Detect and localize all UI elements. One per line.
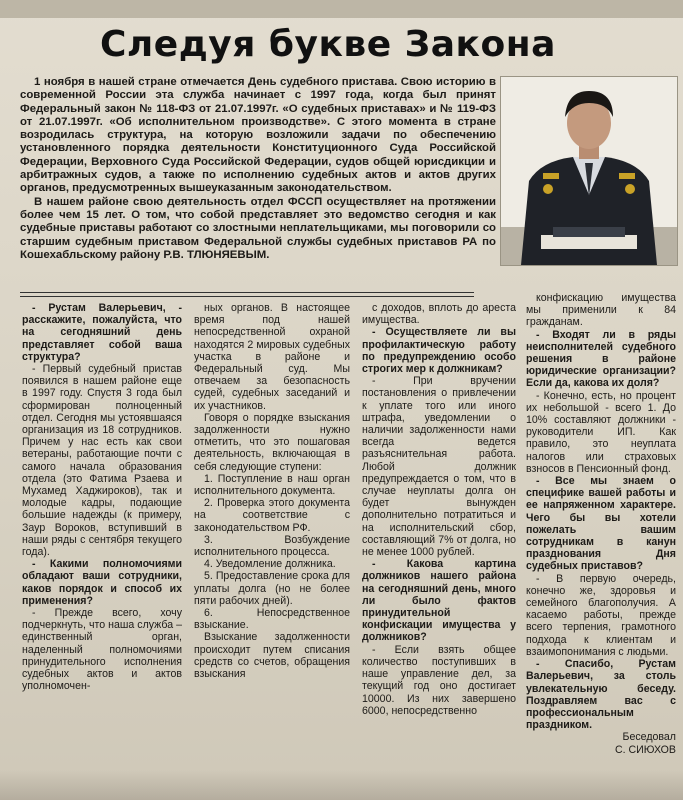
article-list-item: 2. Проверка этого документа на соответствие с законодательством РФ.: [194, 497, 350, 534]
interview-answer: - Если взять общее количество поступивших в наше управление дел, за текущий год оно достигает 10000. Из них завершено 6000, непосредственно: [362, 643, 516, 717]
interview-question: - Входят ли в ряды неисполнителей судебного решения в районе юридические организации? Если да, какова их доля?: [526, 328, 676, 390]
article-list-item: 6. Непосредственное взыскание.: [194, 607, 350, 632]
article-paragraph: Говоря о порядке взыскания задолженности нужно отметить, что это пошаговая деятельность, включающая в себя следующие ступени:: [194, 411, 350, 473]
author-name: С. СИЮХОВ: [614, 743, 676, 756]
article-list-item: 4. Уведомление должника.: [204, 558, 336, 571]
portrait-photo-icon: [500, 76, 678, 266]
intro-paragraph: В нашем районе свою деятельность отдел ФССП осуществляет на протяжении более чем 15 лет. О том, что собой представляет это ведомство сегодня и как судебные приставы работают со злостными неплательщиками, мы поговорили со старшим судебным приставом Федеральной службы судебных приставов РА по Кошехабльскому району Р.В. ТЛЮНЯЕВЫМ.: [20, 195, 496, 261]
portrait-illustration: [501, 77, 677, 265]
interview-answer: - В первую очередь, конечно же, здоровья и семейного благополучия. А касаемо работы, прежде всего терпения, грамотного подхода к клиентам и взаимопонимания с людьми.: [526, 572, 676, 658]
article-list-item: 1. Поступление в наш орган исполнительного документа.: [194, 472, 350, 498]
article-headline: Следуя букве Закона: [100, 24, 556, 65]
article-column-2: [194, 302, 350, 772]
article-paragraph: Взыскание задолженности происходит путем списания средств со счетов, обращения взыскания: [194, 631, 350, 681]
page-shadow: [0, 770, 683, 800]
interview-answer: - Конечно, есть, но процент их небольшой - всего 1. До 10% составляют должники - руководители ИП. Как правило, это неуплата налогов или страховых взносов в Пенсионный фонд.: [526, 389, 676, 475]
article-list-item: 5. Предоставление срока для уплаты долга (но не более пяти рабочих дней).: [194, 570, 350, 607]
interview-answer: - Прежде всего, хочу подчеркнуть, что наша служба – единственный орган, наделенный полномочиями принудительного исполнения судебных актов и актов уполномочен-: [22, 607, 182, 693]
interview-question: - Все мы знаем о специфике вашей работы и ее напряженном характере. Чего бы вы хотели пожелать вашим сотрудникам в канун празднования Дня судебных приставов?: [526, 475, 676, 573]
article-paragraph: с доходов, вплоть до ареста имущества.: [362, 302, 516, 327]
interview-question: - Какими полномочиями обладают ваши сотрудники, каков порядок и способ их применения?: [22, 558, 182, 607]
interview-question: - Рустам Валерьевич, - расскажите, пожалуйста, что на сегодняшний день представляет собой ваша структура?: [22, 302, 182, 363]
article-paragraph: конфискацию имущества мы применили к 84 гражданам.: [526, 292, 676, 329]
interview-question: - Спасибо, Рустам Валерьевич, за столь увлекательную беседу. Поздравляем вас с профессиональным праздником.: [526, 658, 676, 732]
interview-question: - Какова картина должников нашего района на сегодняшний день, много ли было фактов принудительной конфискации имущества у должников?: [362, 558, 516, 644]
article-list-item: 3. Возбуждение исполнительного процесса.: [194, 533, 350, 559]
article-column-4: [526, 292, 676, 790]
section-rule: [20, 292, 474, 297]
interview-answer: - При вручении постановления о привлечении к уплате того или иного штрафа, уведомлении о наличии задолженности нами всегда ведется разъяснительная работа. Любой должник предупреждается о том, что в случае неуплаты долга он будет вынужден дополнительно потратиться и на исполнительский сбор, составляющий 7% от долга, но не менее 1000 рублей.: [362, 375, 516, 559]
author-credit: Беседовал: [622, 731, 676, 744]
article-column-1: [22, 302, 182, 772]
top-strip: [0, 0, 683, 18]
article-column-3: [362, 302, 516, 772]
article-intro: [20, 76, 496, 290]
interview-answer: - Первый судебный пристав появился в нашем районе еще в 1997 году. Спустя 3 года был сформирован полноценный отдел. Сегодня мы устоявшаяся организация из 18 сотрудников. Причем у нас есть как свои ветераны, работающие почти с самого начала образования отдела (это Фатима Рзаева и Мухамед Хаджироков), так и молодые кадры, подающие большие надежды (к примеру, Заур Вороков, вступивший в наши ряды с сентября текущего года).: [22, 363, 182, 559]
intro-paragraph: 1 ноября в нашей стране отмечается День судебного пристава. Свою историю в современной России эта служба начинает с 1997 года, когда был принят Федеральный закон № 118-ФЗ от 21.07.1997г. «О судебных приставах» и № 119-ФЗ от 21.07.1997г. «Об исполнительном производстве». С этого момента в стране возродилась структура, на которую возложили задачи по обеспечению установленного порядка деятельности Конституционного Суда Российской Федерации, Верховного Суда Российской Федерации, судов общей юрисдикции и арбитражных судов, а также по исполнению судебных актов и актов других органов, предусмотренных вышеуказанным законодательством.: [20, 76, 496, 195]
interview-question: - Осуществляете ли вы профилактическую работу по предупреждению особо строгих мер к должникам?: [362, 326, 516, 376]
article-paragraph: ных органов. В настоящее время под нашей непосредственной охраной находятся 2 мировых судебных участка в районе и Федеральный суд. Мы отвечаем за безопасность судей, судебных заседаний и их участников.: [194, 302, 350, 412]
